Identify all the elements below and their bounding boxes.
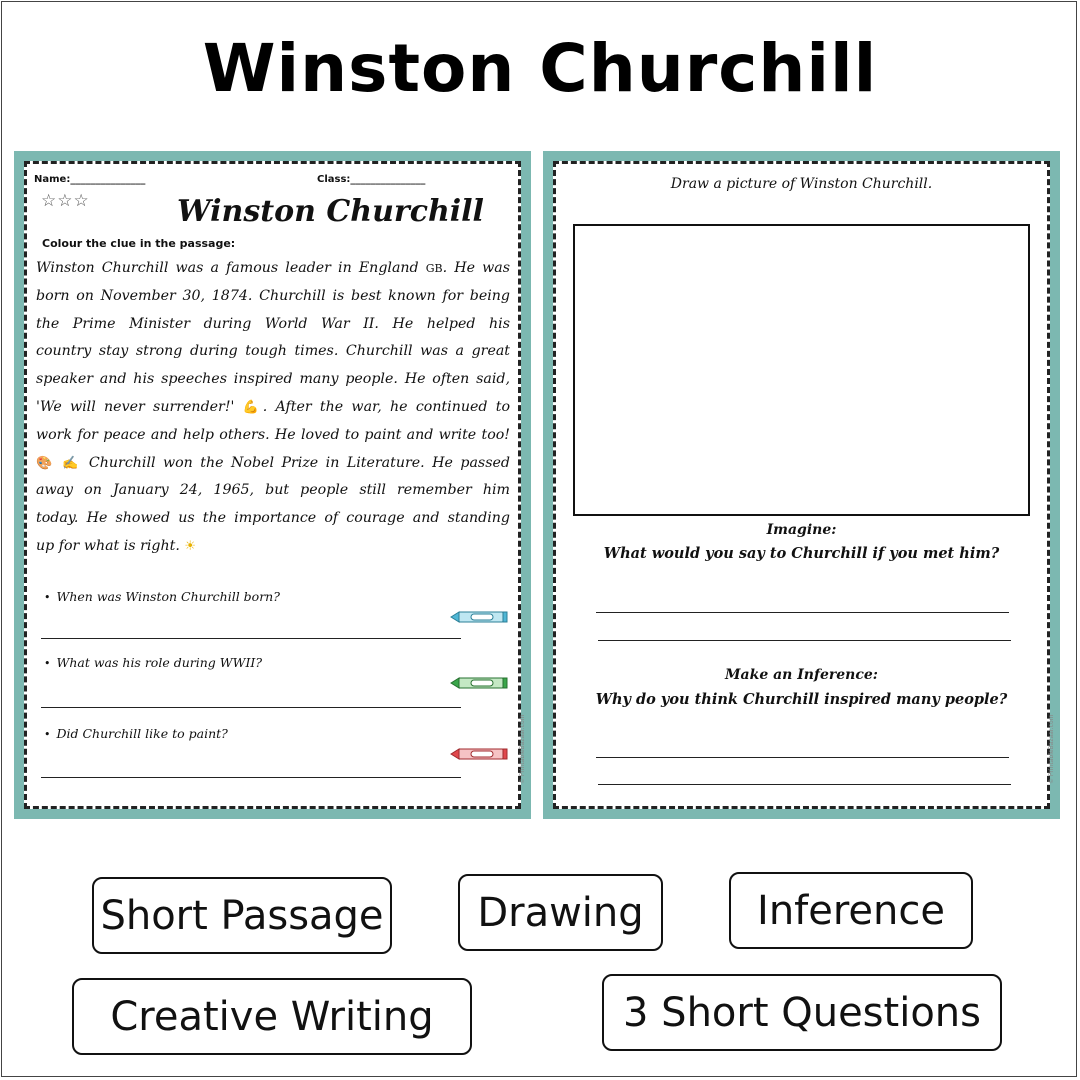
passage-line: country stay strong during tough times. Churchill was a great (36, 343, 510, 360)
passage-line: up for what is right. ☀ (36, 537, 197, 554)
sun-icon: ☀ (184, 538, 197, 554)
crayon-red-icon (449, 746, 509, 762)
imagine-label: Imagine: (766, 522, 837, 538)
answer-line[interactable] (596, 612, 1009, 613)
passage-line: the Prime Minister during World War II. He helped his (36, 315, 510, 332)
worksheet-page (24, 161, 526, 809)
watermark: © PrintableBazaar.com (1048, 714, 1055, 784)
tag-3-short-questions: 3 Short Questions (602, 974, 1002, 1051)
watermark: © PrintableBazaar.com (519, 714, 526, 784)
answer-line[interactable] (596, 757, 1009, 758)
gb-flag-icon: GB (425, 262, 443, 275)
worksheet-preview-drawing[interactable] (543, 151, 1060, 819)
passage-line: away on January 24, 1965, but people still remember him (36, 482, 510, 499)
question-2: • What was his role during WWII? (44, 655, 263, 670)
inference-label: Make an Inference: (725, 667, 878, 683)
tag-inference: Inference (729, 872, 973, 949)
tag-creative-writing: Creative Writing (72, 978, 472, 1055)
crayon-green-icon (449, 675, 509, 691)
passage-line: 🎨 ✍ Churchill won the Nobel Prize in Literature. He passed (36, 454, 510, 471)
passage-line: Winston Churchill was a famous leader in England GB. He was (36, 260, 510, 276)
passage-line: speaker and his speeches inspired many people. He often said, (36, 371, 510, 388)
worksheet-page (553, 161, 1055, 809)
name-field: Name:_______________ (34, 174, 146, 185)
question-1: • When was Winston Churchill born? (44, 589, 280, 604)
class-field: Class:_______________ (317, 174, 426, 185)
passage-line: today. He showed us the importance of courage and standing (36, 510, 510, 527)
crayon-blue-icon (449, 609, 509, 625)
question-3: • Did Churchill like to paint? (44, 726, 228, 741)
answer-line[interactable] (41, 777, 461, 778)
reading-passage (36, 255, 510, 561)
instruction-text: Colour the clue in the passage: (42, 237, 236, 250)
imagine-question: What would you say to Churchill if you met him? (603, 545, 1000, 562)
rating-stars-icon: ☆☆☆ (41, 191, 90, 211)
passage-line: 'We will never surrender!' 💪. After the war, he continued to (36, 398, 510, 415)
passage-line: work for peace and help others. He loved to paint and write too! (36, 426, 510, 443)
tag-short-passage: Short Passage (92, 877, 392, 954)
palette-writing-icon: 🎨 ✍ (36, 455, 82, 471)
tag-drawing: Drawing (458, 874, 663, 951)
answer-line[interactable] (598, 784, 1011, 785)
worksheet-title: Winston Churchill (177, 194, 484, 229)
drawing-box[interactable] (573, 224, 1030, 516)
draw-prompt: Draw a picture of Winston Churchill. (670, 176, 933, 192)
worksheet-preview-passage[interactable] (14, 151, 531, 819)
passage-line: born on November 30, 1874. Churchill is best known for being (36, 287, 510, 304)
answer-line[interactable] (598, 640, 1011, 641)
page-title: Winston Churchill (202, 30, 878, 107)
answer-line[interactable] (41, 638, 461, 639)
answer-line[interactable] (41, 707, 461, 708)
inference-question: Why do you think Churchill inspired many people? (595, 691, 1008, 708)
flexed-arm-icon: 💪 (242, 399, 263, 415)
